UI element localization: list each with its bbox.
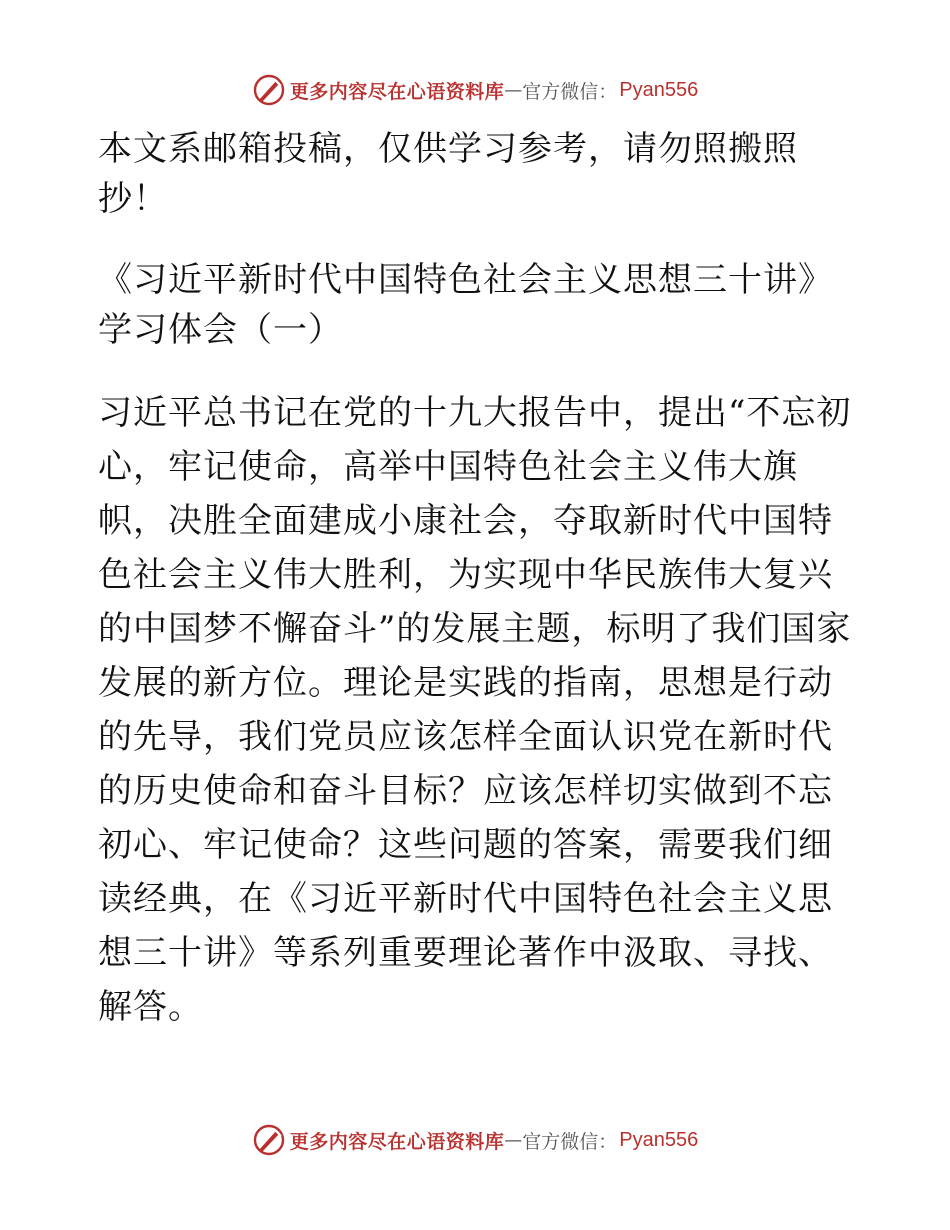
watermark-separator: — — [504, 79, 523, 101]
watermark-brand: 更多内容尽在心语资料库 — [289, 1130, 505, 1153]
watermark-wechat-label: 官方微信： — [522, 80, 618, 103]
watermark-brand: 更多内容尽在心语资料库 — [289, 80, 505, 103]
footer-watermark — [0, 1120, 950, 1160]
watermark-wechat-label: 官方微信： — [522, 1130, 618, 1153]
watermark-wechat-id: Pyan556 — [619, 78, 699, 101]
watermark-separator: — — [504, 1129, 523, 1151]
body-paragraph: 习近平总书记在党的十九大报告中，提出“不忘初心，牢记使命，高举中国特色社会主义伟大旗帜，决胜全面建成小康社会，夺取新时代中国特色社会主义伟大胜利，为实现中华民族伟大复兴的中国梦不懈奋斗”的发展主题，标明了我们国家发展的新方位。理论是实践的指南，思想是行动的先导，我们党员应该怎样全面认识党在新时代的历史使命和奋斗目标？应该怎样切实做到不忘初心、牢记使命？这些问题的答案，需要我们细读经典，在《习近平新时代中国特色社会主义思想三十讲》等系列重要理论著作中汲取、寻找、解答。 — [98, 393, 852, 1027]
document-title: 《习近平新时代中国特色社会主义思想三十讲》学习体会（一） — [98, 260, 833, 350]
header-watermark — [0, 70, 950, 110]
submission-note: 本文系邮箱投稿，仅供学习参考，请勿照搬照抄！ — [98, 129, 798, 219]
watermark-wechat-id: Pyan556 — [619, 1128, 699, 1151]
quill-pen-logo-icon — [252, 1123, 286, 1157]
quill-pen-logo-icon — [252, 73, 286, 107]
